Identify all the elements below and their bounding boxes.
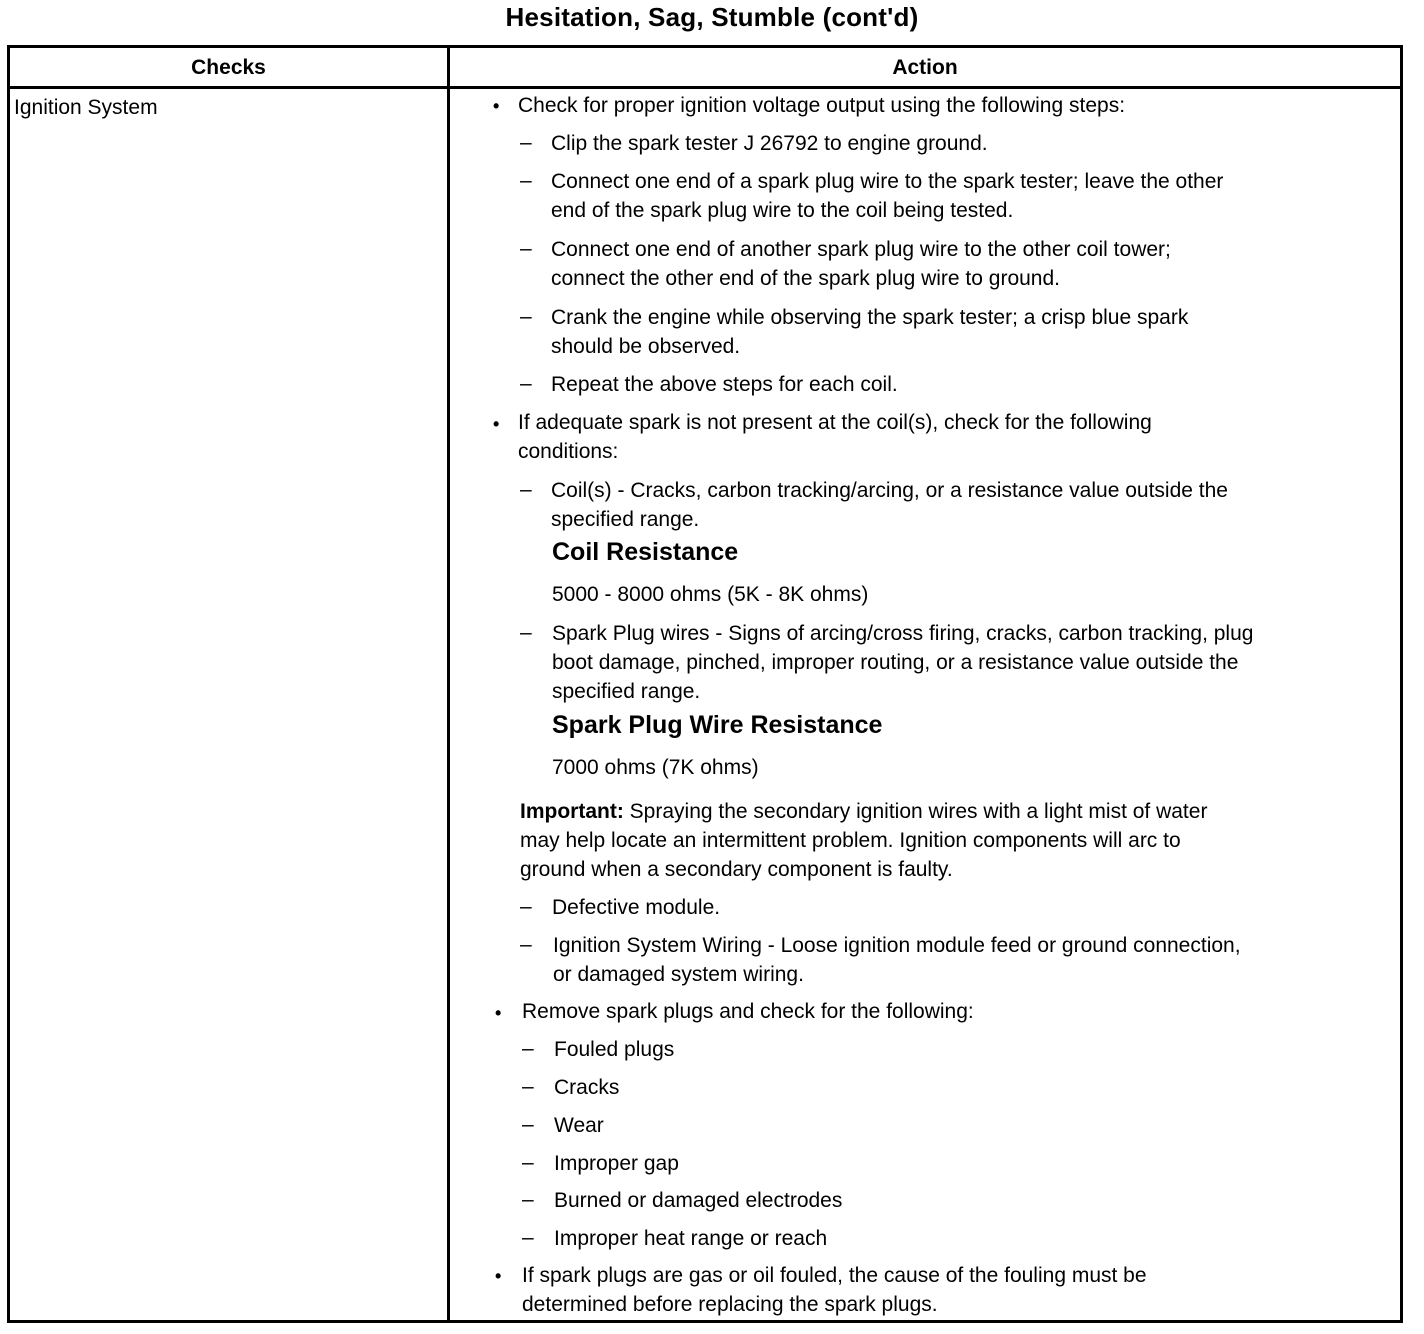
plug-check-item: Fouled plugs	[554, 1038, 675, 1061]
plug-check-item: Improper heat range or reach	[554, 1227, 828, 1250]
important-note-line-2: may help locate an intermittent problem. Ignition components will arc to	[520, 829, 1181, 852]
bullet-marker: •	[495, 1266, 502, 1286]
wiring-line-1: Ignition System Wiring - Loose ignition module feed or ground connection,	[553, 934, 1241, 957]
step-2-line-1: Connect one end of a spark plug wire to the spark tester; leave the other	[551, 170, 1224, 193]
dash-marker: –	[520, 933, 532, 956]
dash-marker: –	[520, 478, 532, 501]
check-ignition-system: Ignition System	[14, 96, 158, 119]
bullet-2-line-2: conditions:	[518, 440, 619, 463]
diagnostic-table	[7, 45, 1403, 1323]
dash-marker: –	[522, 1037, 534, 1060]
coil-line-2: specified range.	[551, 508, 700, 531]
dash-marker: –	[522, 1188, 534, 1211]
step-4-line-1: Crank the engine while observing the spark tester; a crisp blue spark	[551, 306, 1189, 329]
wire-resistance-value: 7000 ohms (7K ohms)	[552, 756, 759, 779]
wire-line-2: boot damage, pinched, improper routing, or a resistance value outside the	[552, 651, 1239, 674]
dash-marker: –	[520, 237, 532, 260]
step-3-line-2: connect the other end of the spark plug wire to ground.	[551, 267, 1060, 290]
action-cell	[450, 89, 1400, 1320]
dash-marker: –	[522, 1226, 534, 1249]
important-note-line-1	[520, 797, 1207, 826]
step-1: Clip the spark tester J 26792 to engine ground.	[551, 132, 988, 155]
bullet-3-text: Remove spark plugs and check for the following:	[522, 1000, 974, 1023]
important-label: Important:	[520, 800, 624, 823]
bullet-4-line-2: determined before replacing the spark plugs.	[522, 1293, 938, 1316]
plug-check-item: Wear	[554, 1114, 604, 1137]
dash-marker: –	[520, 895, 532, 918]
dash-marker: –	[520, 305, 532, 328]
dash-marker: –	[520, 169, 532, 192]
plug-check-item: Cracks	[554, 1076, 620, 1099]
coil-resistance-value: 5000 - 8000 ohms (5K - 8K ohms)	[552, 583, 869, 606]
bullet-1-text: Check for proper ignition voltage output using the following steps:	[518, 94, 1126, 117]
dash-marker: –	[522, 1151, 534, 1174]
step-4-line-2: should be observed.	[551, 335, 741, 358]
wire-line-1: Spark Plug wires - Signs of arcing/cross firing, cracks, carbon tracking, plug	[552, 622, 1254, 645]
defective-module: Defective module.	[552, 896, 721, 919]
dash-marker: –	[520, 621, 532, 644]
step-5: Repeat the above steps for each coil.	[551, 373, 898, 396]
dash-marker: –	[522, 1075, 534, 1098]
bullet-4-line-1: If spark plugs are gas or oil fouled, the cause of the fouling must be	[522, 1264, 1147, 1287]
bullet-marker: •	[495, 1003, 502, 1023]
wiring-line-2: or damaged system wiring.	[553, 963, 804, 986]
step-3-line-1: Connect one end of another spark plug wire to the other coil tower;	[551, 238, 1171, 261]
wire-line-3: specified range.	[552, 680, 701, 703]
wire-resistance-heading: Spark Plug Wire Resistance	[552, 711, 883, 739]
coil-line-1: Coil(s) - Cracks, carbon tracking/arcing, or a resistance value outside the	[551, 479, 1228, 502]
coil-resistance-heading: Coil Resistance	[552, 538, 739, 566]
dash-marker: –	[520, 131, 532, 154]
bullet-marker: •	[493, 414, 500, 434]
dash-marker: –	[520, 372, 532, 395]
bullet-2-line-1: If adequate spark is not present at the coil(s), check for the following	[518, 411, 1152, 434]
header-checks: Checks	[191, 56, 266, 79]
page-title: Hesitation, Sag, Stumble (cont'd)	[505, 2, 919, 32]
dash-marker: –	[522, 1113, 534, 1136]
step-2-line-2: end of the spark plug wire to the coil being tested.	[551, 199, 1014, 222]
plug-check-item: Improper gap	[554, 1152, 679, 1175]
important-text: Spraying the secondary ignition wires with a light mist of water	[629, 800, 1208, 823]
plug-check-item: Burned or damaged electrodes	[554, 1189, 843, 1212]
header-action: Action	[892, 56, 958, 79]
important-note-line-3: ground when a secondary component is faulty.	[520, 858, 953, 881]
bullet-marker: •	[493, 96, 500, 116]
